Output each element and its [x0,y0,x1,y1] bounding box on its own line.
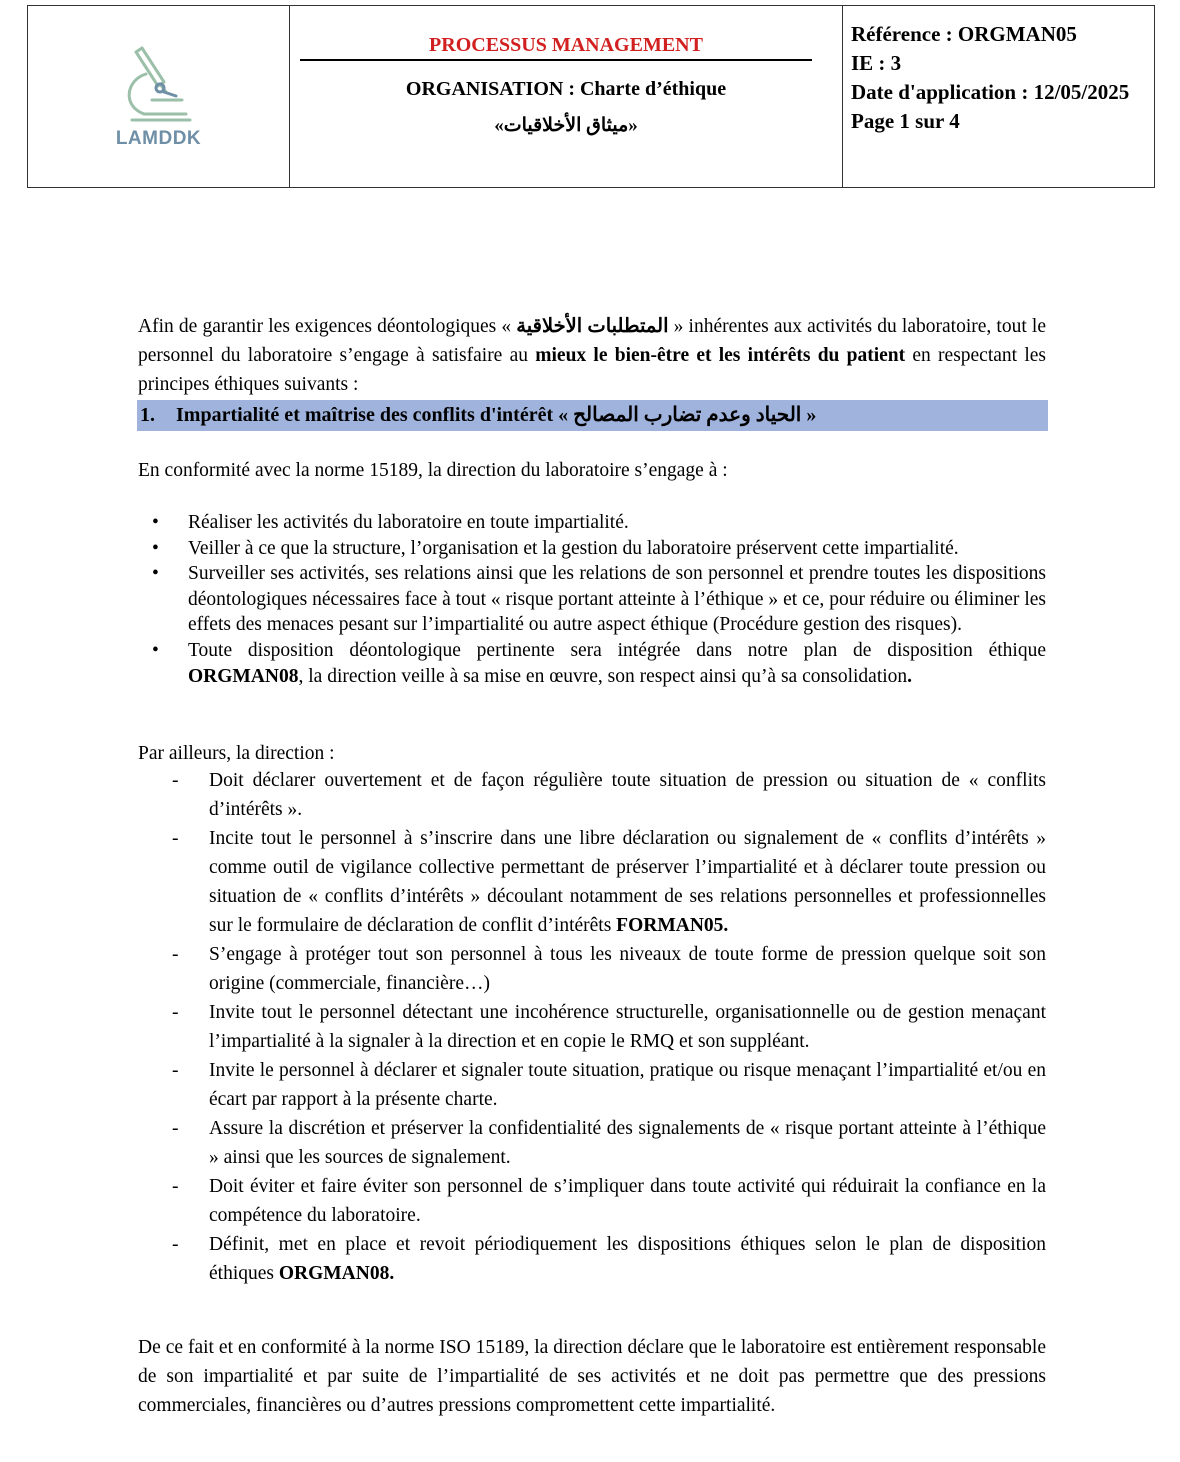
list-item [138,1172,1046,1230]
list-item-bold: . [907,665,913,687]
list-item [138,1056,1046,1114]
conclusion-paragraph [138,1333,1046,1420]
edition-index: IE : 3 [851,51,902,75]
par-ailleurs-text: Par ailleurs, la direction : [138,743,335,764]
bullet-icon: • [152,639,159,661]
list-item-text: Définit, met en place et revoit périodiquement les dispositions éthiques selon le plan de disposition éthiques [209,1234,1046,1284]
bullet-icon: • [152,512,159,533]
page-number: Page 1 sur 4 [851,109,960,133]
arabic-title: «ميثاق الأخلاقيات» [494,115,638,136]
title-rule [300,59,812,61]
list-item-text: Surveiller ses activités, ses relations ainsi que les relations de son personnel et prendre toutes les dispositions déontologiques nécessaires face à tout « risque portant atteinte à l’éthique » et ce, pour réduire ou éliminer les effets des menaces pesant sur l’impartialité ou autre aspect éthique (Procédure gestion des risques). [188,563,1046,636]
direction-list [138,766,1046,1288]
list-item-text: Doit déclarer ouvertement et de façon régulière toute situation de pression ou situation de « conflits d’intérêts ». [209,770,1046,820]
reference: Référence : ORGMAN05 [851,22,1077,46]
logo-name: LAMDDK [115,127,202,149]
list-item [138,824,1046,940]
dash-icon: - [172,1176,179,1197]
dash-icon: - [172,770,179,791]
section-close: » [801,404,817,426]
list-item-text: Incite tout le personnel à s’inscrire dans une libre déclaration ou signalement de « conflits d’intérêts » comme outil de vigilance collective permettant de préserver l’impartialité et à déclarer toute pression ou situation de « conflits d’intérêts » découlant notamment de ses relations personnelles et professionnelles sur le formulaire de déclaration de conflit d’intérêts [209,828,1046,936]
list-item-bold: ORGMAN08 [188,665,299,687]
conformity-text: En conformité avec la norme 15189, la direction du laboratoire s’engage à : [138,460,728,481]
intro-bold: mieux le bien-être et les intérêts du patient [535,345,906,366]
list-item-text: Veiller à ce que la structure, l’organisation et la gestion du laboratoire préservent cette impartialité. [188,537,959,559]
list-item-text: Invite le personnel à déclarer et signaler toute situation, pratique ou risque menaçant l’impartialité et/ou en écart par rapport à la présente charte. [209,1060,1046,1110]
section-title: Impartialité et maîtrise des conflits d'intérêt « [176,404,574,426]
bullet-icon: • [152,537,159,559]
list-item-text: , la direction veille à sa mise en œuvre, son respect ainsi qu’à sa consolidation [298,665,908,687]
bullet-icon: • [152,563,159,585]
dash-icon: - [172,1002,179,1023]
list-item-bold: FORMAN05. [616,915,729,936]
dash-icon: - [172,1060,179,1081]
par-ailleurs-paragraph [138,740,1046,767]
section-1-heading [137,400,1048,431]
list-item-text: Doit éviter et faire éviter son personnel de s’impliquer dans toute activité qui réduirait la confiance en la compétence du laboratoire. [209,1176,1046,1226]
section-number: 1. [140,404,155,426]
process-title: PROCESSUS MANAGEMENT [429,34,703,56]
conformity-paragraph [138,457,1046,484]
list-item [138,1114,1046,1172]
intro-arabic: المتطلبات الأخلاقية [516,316,669,337]
list-item-text: Toute disposition déontologique pertinente sera intégrée dans notre plan de disposition éthique [188,639,1046,661]
logo-cell [28,6,290,187]
list-item-text: Assure la discrétion et préserver la confidentialité des signalements de « risque portant atteinte à l’éthique » ainsi que les sources de signalement. [209,1118,1046,1168]
dash-icon: - [172,944,179,965]
organisation-title: ORGANISATION : Charte d’éthique [405,78,727,100]
document-header [27,5,1155,188]
list-item-bold: ORGMAN08. [278,1263,395,1284]
list-item-text: Invite tout le personnel détectant une incohérence structurelle, organisationnelle ou de gestion menaçant l’impartialité à la signaler à la direction et en copie le RMQ et son suppléant. [209,1002,1046,1052]
list-item-text: Réaliser les activités du laboratoire en toute impartialité. [188,512,629,533]
intro-paragraph [138,312,1046,399]
conclusion-text: De ce fait et en conformité à la norme ISO 15189, la direction déclare que le laboratoire est entièrement responsable de son impartialité et par suite de l’impartialité de ses activités et ne doit pas permettre que des pressions commerciales, financières ou d’autres pressions compromettent cette impartialité. [138,1337,1046,1416]
list-item [138,998,1046,1056]
microscope-logo-icon [116,44,202,126]
list-item-text: S’engage à protéger tout son personnel à tous les niveaux de toute forme de pression quelque soit son origine (commerciale, financière…) [209,944,1046,994]
dash-icon: - [172,1234,179,1255]
dash-icon: - [172,1118,179,1139]
list-item [138,1230,1046,1288]
dash-icon: - [172,828,179,849]
list-item [138,561,1046,638]
list-item [138,940,1046,998]
list-item [138,766,1046,824]
application-date: Date d'application : 12/05/2025 [851,80,1130,104]
meta-cell [843,6,1154,187]
section-arabic: الحياد وعدم تضارب المصالح [573,404,802,426]
intro-text-1: Afin de garantir les exigences déontologiques « [138,316,517,337]
intro-text-2: » inhérentes aux activités du laboratoire, tout le personnel du laboratoire s’engage à satisfaire au [138,316,1046,366]
intro-text-3: en respectant les principes éthiques suivants : [138,345,1046,395]
commitments-list [138,510,1046,689]
list-item [138,638,1046,689]
list-item [138,536,1046,562]
title-cell [290,6,843,187]
list-item [138,510,1046,536]
